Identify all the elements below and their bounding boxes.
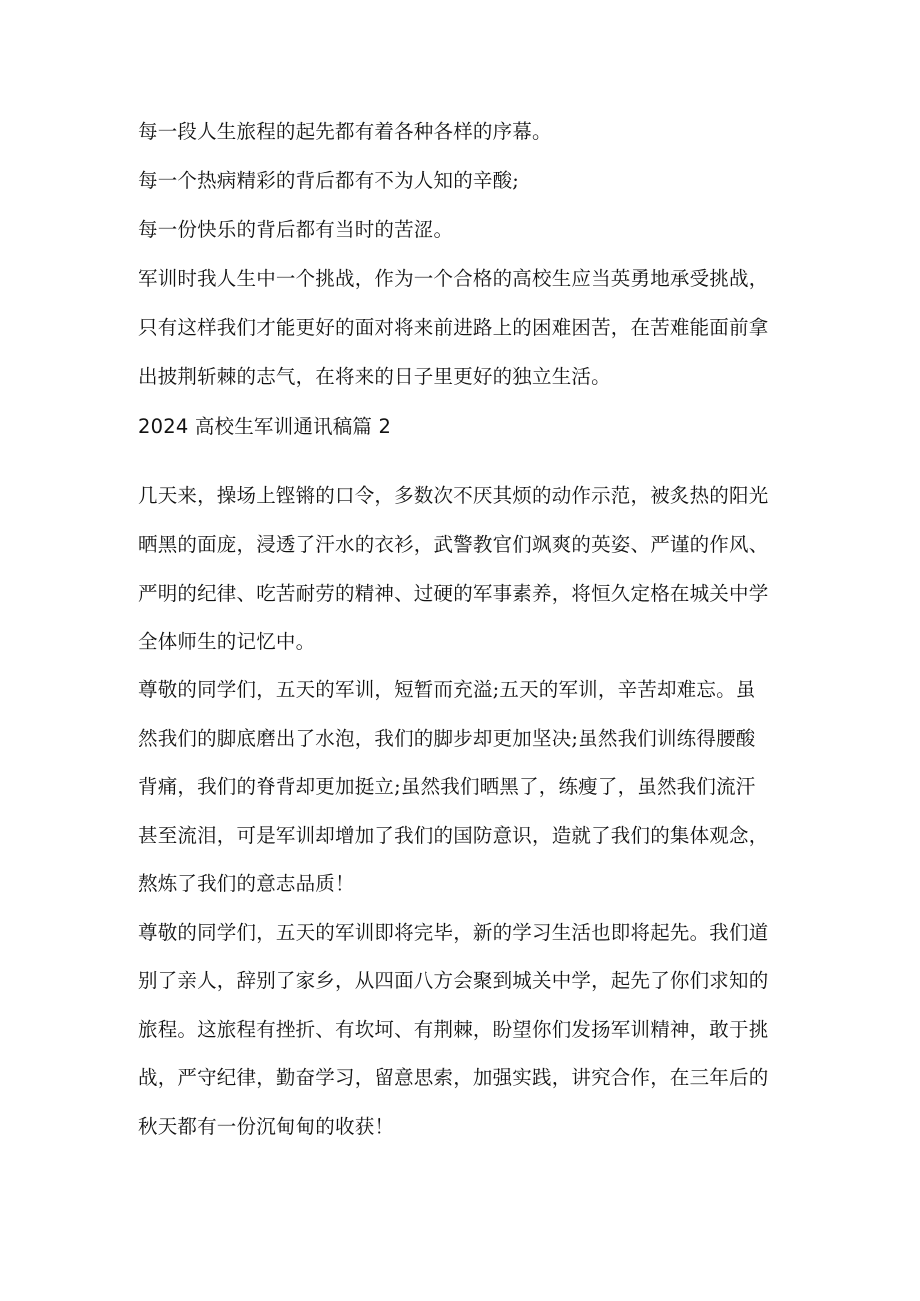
paragraph-3-line: 旅程。这旅程有挫折、有坎坷、有荆棘，盼望你们发扬军训精神，敢于挑	[138, 1018, 769, 1041]
closing-paragraph-line: 出披荆斩棘的志气，在将来的日子里更好的独立生活。	[138, 365, 611, 388]
paragraph-2-line: 然我们的脚底磨出了水泡，我们的脚步却更加坚决;虽然我们训练得腰酸	[138, 727, 756, 750]
paragraph-3-line: 别了亲人，辞别了家乡，从四面八方会聚到城关中学，起先了你们求知的	[138, 969, 769, 992]
paragraph-3-line: 秋天都有一份沉甸甸的收获！	[138, 1115, 395, 1138]
paragraph-2-line: 背痛，我们的脊背却更加挺立;虽然我们晒黑了，练瘦了，虽然我们流汗	[138, 775, 756, 798]
closing-paragraph-line: 只有这样我们才能更好的面对将来前进路上的困难困苦，在苦难能面前拿	[138, 316, 769, 339]
paragraph-2-line: 甚至流泪，可是军训却增加了我们的国防意识，造就了我们的集体观念，	[138, 824, 769, 847]
intro-line: 每一个热病精彩的背后都有不为人知的辛酸;	[138, 169, 520, 192]
paragraph-2-line: 熬炼了我们的意志品质！	[138, 872, 355, 895]
paragraph-1-line: 全体师生的记忆中。	[138, 630, 316, 653]
paragraph-2-line: 尊敬的同学们，五天的军训，短暂而充溢;五天的军训，辛苦却难忘。虽	[138, 678, 756, 701]
intro-line: 每一份快乐的背后都有当时的苦涩。	[138, 218, 454, 241]
paragraph-1-line: 晒黑的面庞，浸透了汗水的衣衫，武警教官们飒爽的英姿、严谨的作风、	[138, 533, 769, 556]
section-heading: 2024 高校生军训通讯稿篇 2	[138, 415, 392, 438]
paragraph-3-line: 战，严守纪律，勤奋学习，留意思索，加强实践，讲究合作，在三年后的	[138, 1066, 769, 1089]
intro-line: 每一段人生旅程的起先都有着各种各样的序幕。	[138, 120, 552, 143]
paragraph-1-line: 严明的纪律、吃苦耐劳的精神、过硬的军事素养，将恒久定格在城关中学	[138, 582, 769, 605]
paragraph-3-line: 尊敬的同学们，五天的军训即将完毕，新的学习生活也即将起先。我们道	[138, 921, 769, 944]
closing-paragraph-line: 军训时我人生中一个挑战，作为一个合格的高校生应当英勇地承受挑战，	[138, 267, 769, 290]
paragraph-1-line: 几天来，操场上铿锵的口令，多数次不厌其烦的动作示范，被炙热的阳光	[138, 484, 769, 507]
